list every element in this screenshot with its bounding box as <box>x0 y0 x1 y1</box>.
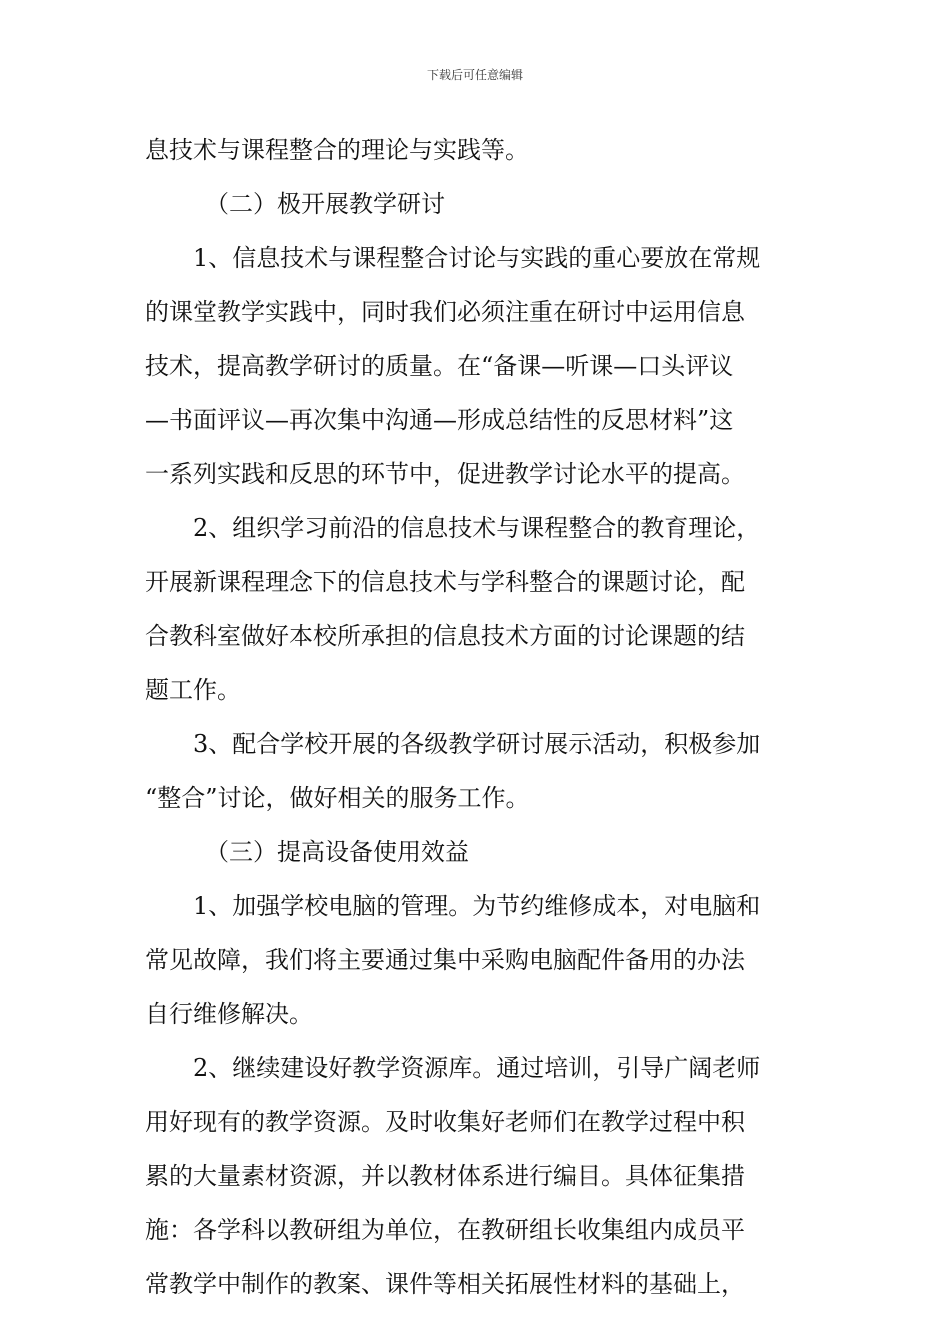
paragraph-line: 累的大量素材资源，并以教材体系进行编目。具体征集措 <box>145 1162 745 1190</box>
paragraph-line: 技术，提高教学研讨的质量。在“备课—听课—口头评议 <box>145 352 734 380</box>
paragraph-line: 自行维修解决。 <box>145 1000 313 1028</box>
paragraph-line: 常见故障，我们将主要通过集中采购电脑配件备用的办法 <box>145 946 745 974</box>
paragraph-line: 常教学中制作的教案、课件等相关拓展性材料的基础上， <box>145 1270 745 1298</box>
paragraph-line: 用好现有的教学资源。及时收集好老师们在教学过程中积 <box>145 1108 745 1136</box>
paragraph-line: 合教科室做好本校所承担的信息技术方面的讨论课题的结 <box>145 622 745 650</box>
paragraph-line: 1、加强学校电脑的管理。为节约维修成本，对电脑和 <box>193 892 761 920</box>
paragraph-line: 2、继续建设好教学资源库。通过培训，引导广阔老师 <box>193 1054 761 1082</box>
paragraph-line: 3、配合学校开展的各级教学研讨展示活动，积极参加 <box>193 730 761 758</box>
paragraph-line: 2、组织学习前沿的信息技术与课程整合的教育理论， <box>193 514 761 542</box>
section-heading: （二）极开展教学研讨 <box>205 190 445 218</box>
section-heading: （三）提高设备使用效益 <box>205 838 469 866</box>
paragraph-line: 开展新课程理念下的信息技术与学科整合的课题讨论，配 <box>145 568 745 596</box>
paragraph-line: —书面评议—再次集中沟通—形成总结性的反思材料”这 <box>145 406 734 434</box>
paragraph-line: 题工作。 <box>145 676 241 704</box>
paragraph-line: “整合”讨论，做好相关的服务工作。 <box>145 784 530 812</box>
body-text <box>145 123 810 1311</box>
paragraph-line: 一系列实践和反思的环节中，促进教学讨论水平的提高。 <box>145 460 745 488</box>
page-header: 下载后可任意编辑 <box>426 68 523 82</box>
paragraph-line: 的课堂教学实践中，同时我们必须注重在研讨中运用信息 <box>145 298 745 326</box>
paragraph-line: 息技术与课程整合的理论与实践等。 <box>145 136 529 164</box>
paragraph-line: 施：各学科以教研组为单位，在教研组长收集组内成员平 <box>145 1216 745 1244</box>
paragraph-line: 1、信息技术与课程整合讨论与实践的重心要放在常规 <box>193 244 761 272</box>
